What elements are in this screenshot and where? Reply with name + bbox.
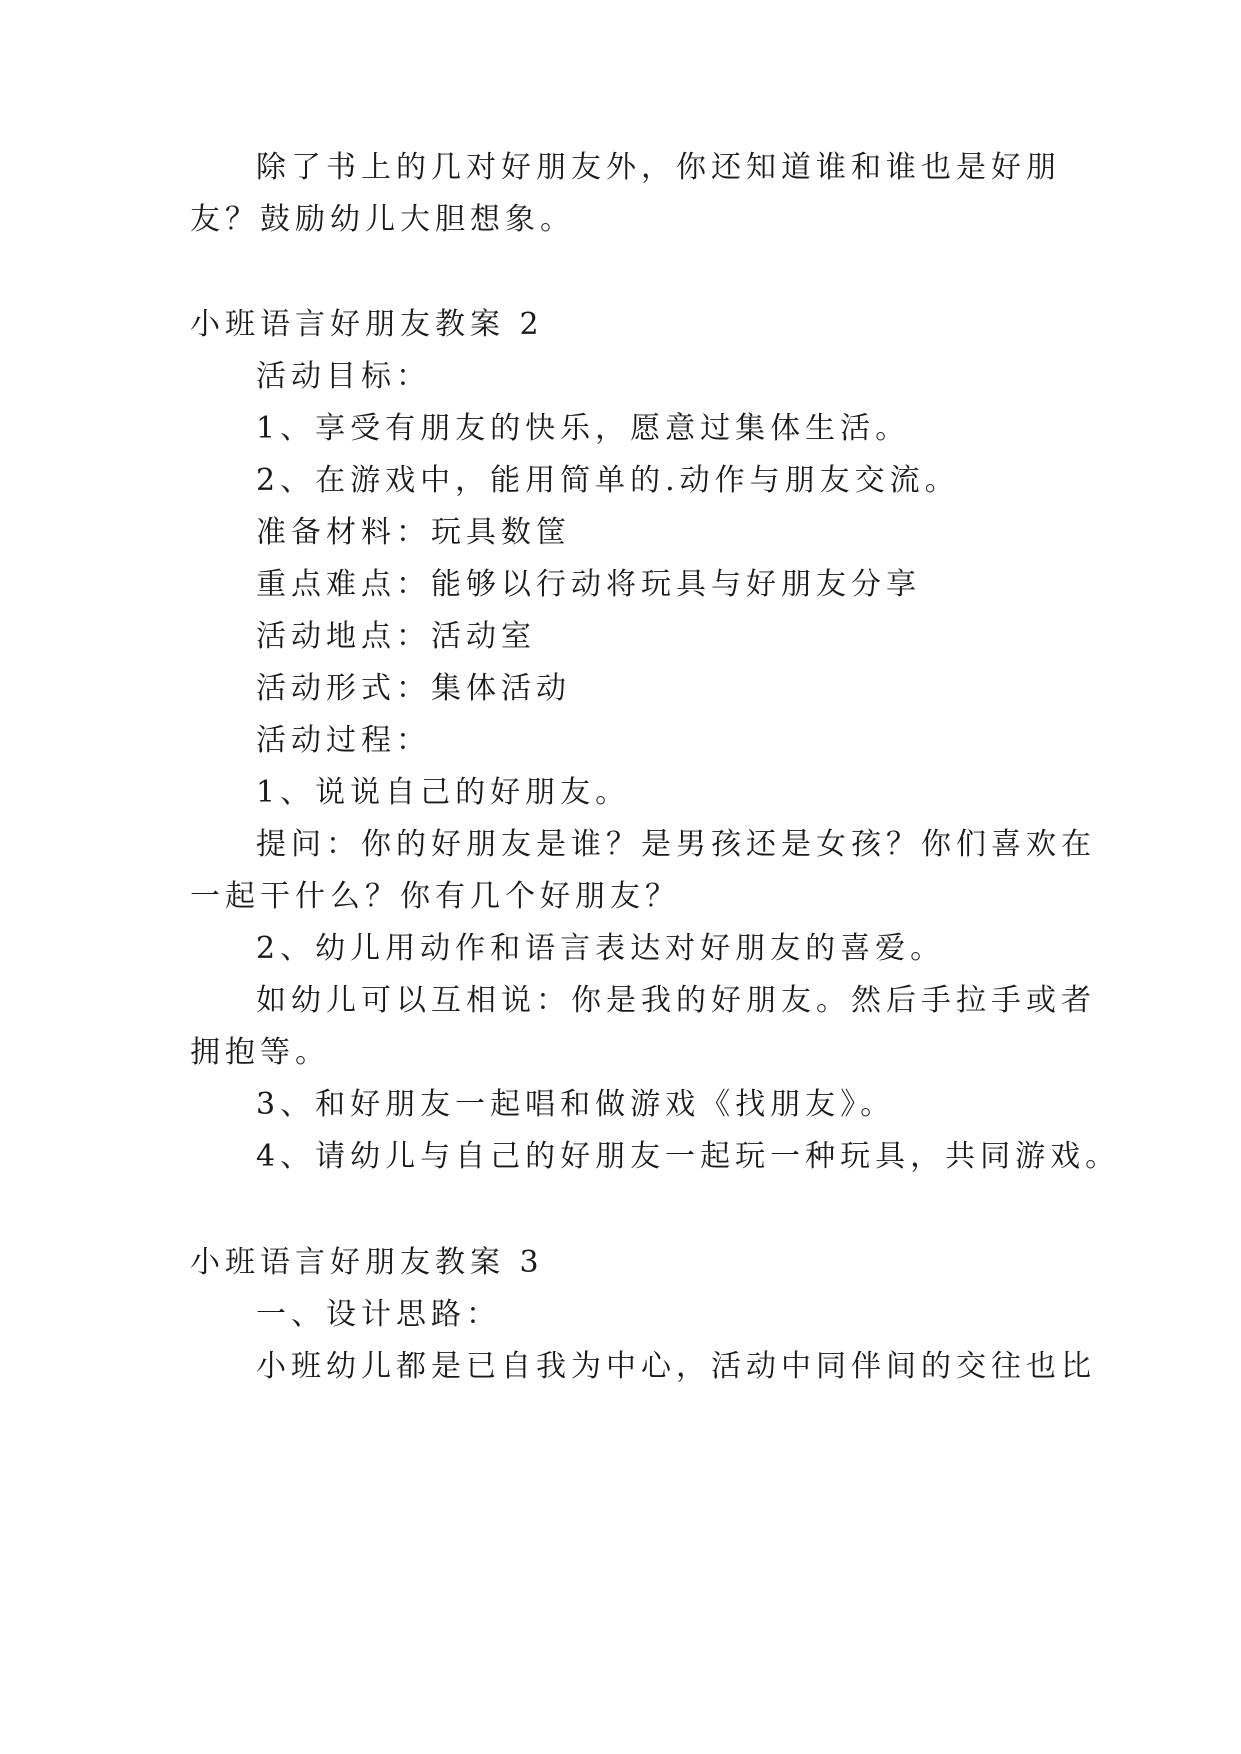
example-line-2: 拥抱等。 [190, 1035, 330, 1070]
materials-line: 准备材料：玩具数筐 [256, 515, 571, 550]
design-heading: 一、设计思路： [256, 1297, 501, 1332]
process-step-1: 1、说说自己的好朋友。 [256, 775, 631, 810]
design-paragraph-line-1: 小班幼儿都是已自我为中心，活动中同伴间的交往也比 [256, 1349, 1096, 1384]
process-heading: 活动过程： [256, 723, 431, 758]
intro-paragraph-line-1: 除了书上的几对好朋友外，你还知道谁和谁也是好朋 [256, 150, 1061, 185]
process-step-4: 4、请幼儿与自己的好朋友一起玩一种玩具，共同游戏。 [256, 1139, 1121, 1174]
example-line-1: 如幼儿可以互相说：你是我的好朋友。然后手拉手或者 [256, 983, 1096, 1018]
process-step-3: 3、和好朋友一起唱和做游戏《找朋友》。 [256, 1087, 896, 1122]
question-line-1: 提问：你的好朋友是谁？是男孩还是女孩？你们喜欢在 [256, 827, 1096, 862]
section-2-title: 小班语言好朋友教案 2 [190, 307, 544, 342]
process-step-2: 2、幼儿用动作和语言表达对好朋友的喜爱。 [256, 931, 946, 966]
goal-item-1: 1、享受有朋友的快乐，愿意过集体生活。 [256, 411, 911, 446]
key-points-line: 重点难点：能够以行动将玩具与好朋友分享 [256, 567, 921, 602]
goal-item-2: 2、在游戏中，能用简单的.动作与朋友交流。 [256, 463, 960, 498]
question-line-2: 一起干什么？你有几个好朋友？ [190, 879, 680, 914]
section-3-title: 小班语言好朋友教案 3 [190, 1245, 544, 1280]
goals-heading: 活动目标： [256, 359, 431, 394]
intro-paragraph-line-2: 友？鼓励幼儿大胆想象。 [190, 202, 575, 237]
location-line: 活动地点：活动室 [256, 619, 536, 654]
activity-form-line: 活动形式：集体活动 [256, 671, 571, 706]
